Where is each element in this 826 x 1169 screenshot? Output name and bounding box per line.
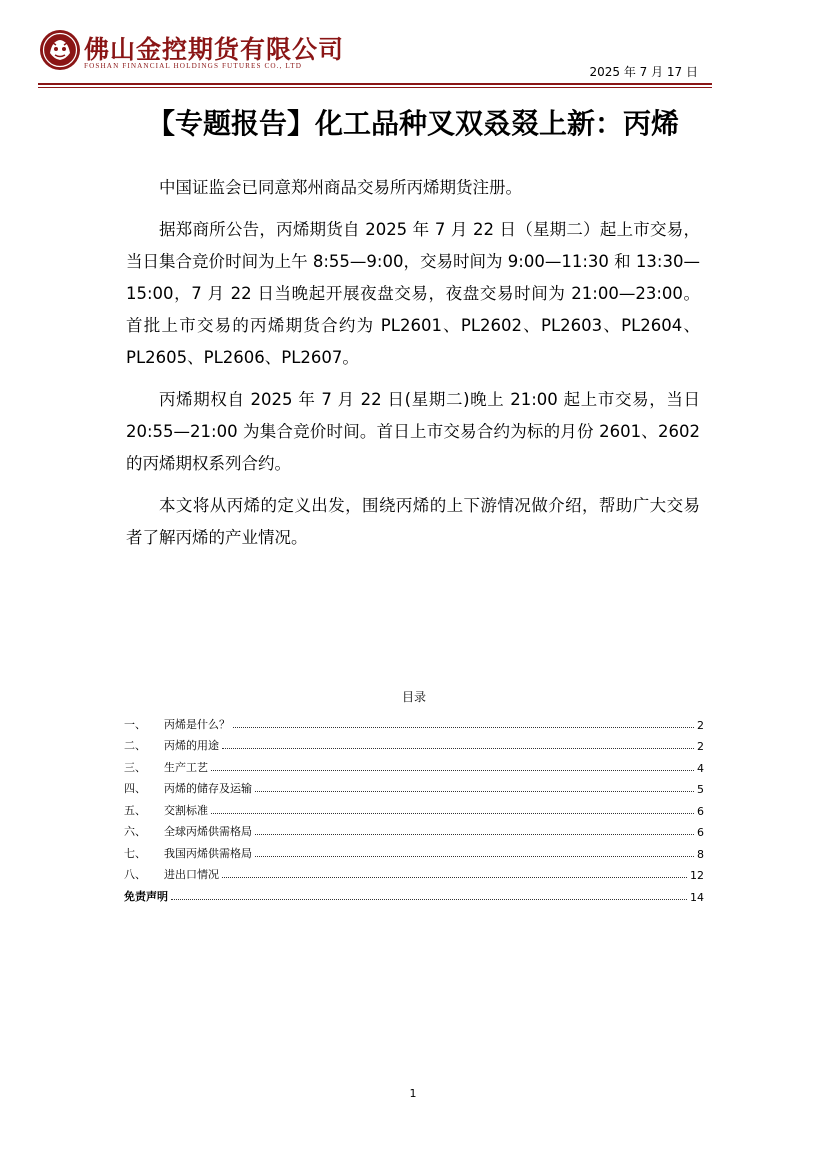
toc-entry-label: 丙烯的用途 — [164, 739, 219, 752]
toc-entry-label: 免责声明 — [124, 889, 168, 903]
toc-leader-dots — [255, 790, 694, 792]
toc-entry-number: 二、 — [124, 739, 146, 752]
toc-entry[interactable] — [124, 775, 704, 797]
toc-leader-dots — [211, 812, 694, 814]
toc-entry-page: 12 — [690, 869, 704, 882]
toc-leader-dots — [171, 898, 687, 900]
toc-leader-dots — [233, 726, 694, 728]
paragraph: 据郑商所公告，丙烯期货自 2025 年 7 月 22 日（星期二）起上市交易，当日集合竞价时间为上午 8:55—9:00，交易时间为 9:00—11:30 和 13:30—15:00，7 月 22 日当晚起开展夜盘交易，夜盘交易时间为 21:00—23:00。首批上市交易的丙烯期货合约为 PL2601、PL2602、PL2603、PL2604、PL2605、PL2606、PL2607。 — [126, 220, 700, 367]
toc-leader-dots — [211, 769, 694, 771]
toc-entry-label: 交割标准 — [164, 803, 208, 817]
toc-entry-number: 五、 — [124, 803, 146, 817]
header-divider — [38, 83, 712, 85]
toc-entry-page: 5 — [697, 783, 704, 796]
toc-entry[interactable] — [124, 839, 704, 861]
toc-leader-dots — [255, 855, 694, 857]
toc-entry-page: 6 — [697, 826, 704, 839]
paragraph: 本文将从丙烯的定义出发，围绕丙烯的上下游情况做介绍，帮助广大交易者了解丙烯的产业情况。 — [126, 496, 700, 547]
toc-leader-dots — [222, 747, 694, 749]
toc-entry-label: 丙烯的储存及运输 — [164, 782, 252, 795]
page-header — [38, 28, 710, 84]
toc-entry-page: 2 — [697, 718, 704, 732]
toc-entry-label: 进出口情况 — [164, 868, 219, 881]
toc-entry-number: 三、 — [124, 760, 146, 774]
toc-entry-label: 全球丙烯供需格局 — [164, 825, 252, 838]
toc-leader-dots — [222, 876, 687, 878]
toc-entry-label: 我国丙烯供需格局 — [164, 846, 252, 860]
toc-entry[interactable] — [124, 732, 704, 754]
report-body — [126, 172, 700, 564]
company-english-name: FOSHAN FINANCIAL HOLDINGS FUTURES CO., LTD — [84, 62, 302, 70]
paragraph: 丙烯期权自 2025 年 7 月 22 日(星期二)晚上 21:00 起上市交易，当日 20:55—21:00 为集合竞价时间。首日上市交易合约为标的月份 2601、2602 的丙烯期权系列合约。 — [126, 390, 700, 473]
toc-entry-page: 8 — [697, 847, 704, 861]
page-number: 1 — [409, 1087, 417, 1100]
toc-leader-dots — [255, 833, 694, 835]
company-name: 佛山金控期货有限公司 — [84, 35, 345, 64]
toc-entry-label: 丙烯是什么？ — [164, 717, 230, 731]
table-of-contents — [124, 688, 704, 904]
report-title: 【专题报告】化工品种叉双叒叕上新：丙烯 — [146, 107, 679, 140]
toc-entry-number: 四、 — [124, 782, 146, 795]
toc-entry[interactable] — [124, 710, 704, 732]
toc-entry-number: 六、 — [124, 825, 146, 838]
toc-entry-page: 6 — [697, 804, 704, 818]
toc-entry-label: 生产工艺 — [164, 760, 208, 774]
toc-entry[interactable] — [124, 753, 704, 775]
toc-entry[interactable] — [124, 861, 704, 883]
toc-entry-page: 2 — [697, 740, 704, 753]
report-date: 2025 年 7 月 17 日 — [589, 65, 698, 79]
toc-entry[interactable] — [124, 796, 704, 818]
header-divider-thin — [38, 87, 712, 88]
toc-entry-number: 一、 — [124, 717, 146, 731]
toc-entry[interactable] — [124, 818, 704, 840]
toc-entry-page: 4 — [697, 761, 704, 775]
paragraph: 中国证监会已同意郑州商品交易所丙烯期货注册。 — [159, 178, 522, 197]
toc-entry-number: 七、 — [124, 846, 146, 860]
toc-title: 目录 — [401, 690, 426, 704]
lion-head-logo-icon — [38, 28, 82, 72]
toc-entry-disclaimer[interactable] — [124, 882, 704, 904]
toc-entry-page: 14 — [690, 890, 704, 904]
toc-entry-number: 八、 — [124, 868, 146, 881]
